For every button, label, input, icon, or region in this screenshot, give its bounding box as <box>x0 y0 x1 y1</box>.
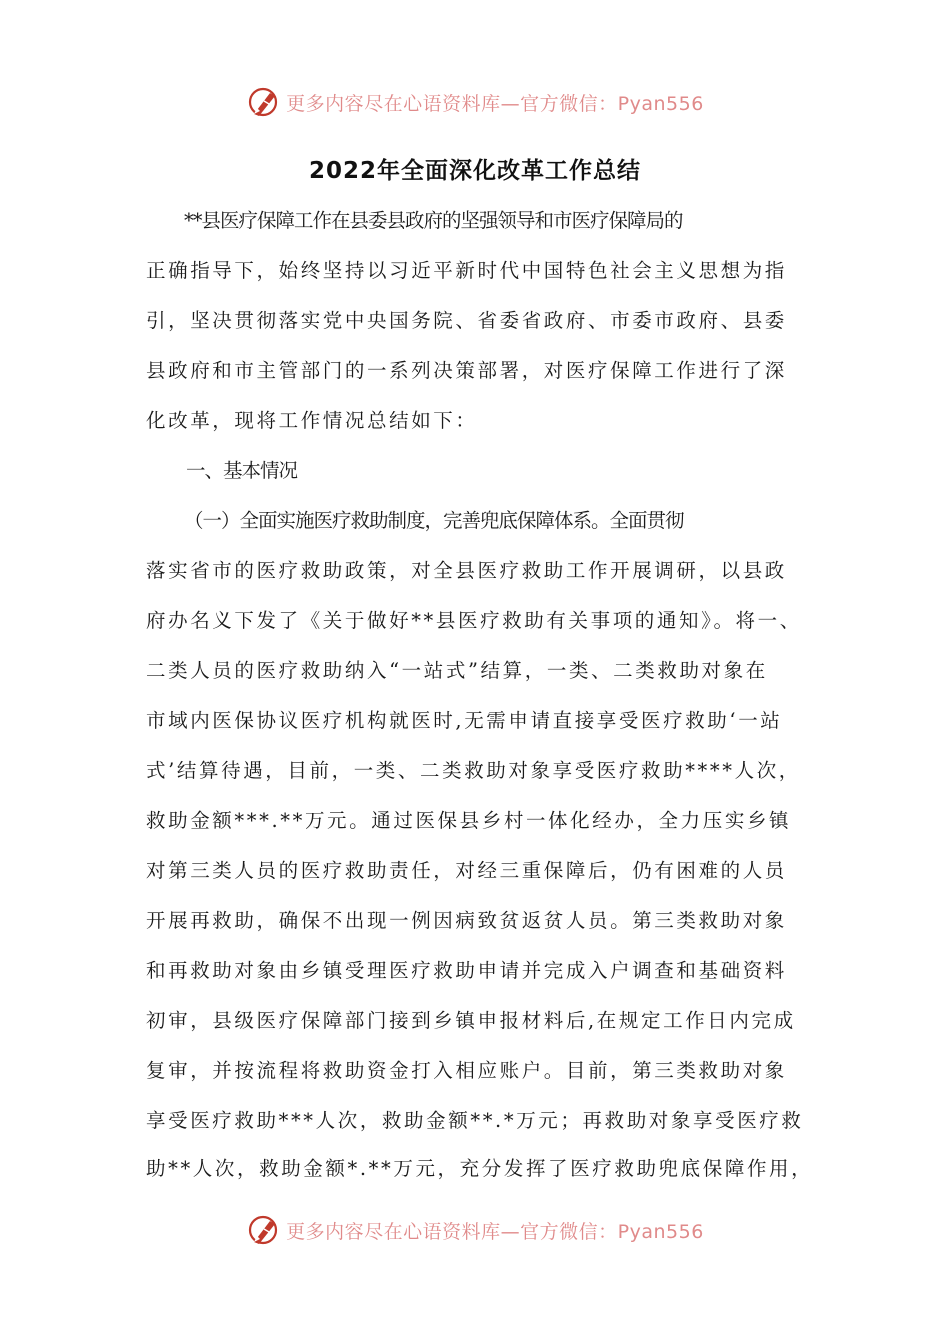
body-line: 二类人员的医疗救助纳入“一站式”结算，一类、二类救助对象在 <box>146 659 768 682</box>
body-line: 府办名义下发了《关于做好**县医疗救助有关事项的通知》。将一、 <box>146 609 802 632</box>
header-banner <box>0 80 950 124</box>
body-line: 开展再救助，确保不出现一例因病致贫返贫人员。第三类救助对象 <box>146 909 787 932</box>
document-title: 2022年全面深化改革工作总结 <box>308 158 641 184</box>
body-line: 落实省市的医疗救助政策，对全县医疗救助工作开展调研，以县政 <box>146 559 787 582</box>
body-line: 复审，并按流程将救助资金打入相应账户。目前，第三类救助对象 <box>146 1059 787 1082</box>
body-line: 初审，县级医疗保障部门接到乡镇申报材料后,在规定工作日内完成 <box>146 1009 796 1032</box>
body-line: 对第三类人员的医疗救助责任，对经三重保障后，仍有困难的人员 <box>146 859 787 882</box>
body-line: **县医疗保障工作在县委县政府的坚强领导和市医疗保障局的 <box>184 209 683 232</box>
body-line: 化改革，现将工作情况总结如下： <box>146 409 478 432</box>
banner-text: 更多内容尽在心语资料库—官方微信：Pyan556 <box>286 1220 704 1243</box>
body-line: 式’结算待遇，目前，一类、二类救助对象享受医疗救助****人次， <box>146 759 801 782</box>
body-line: 享受医疗救助***人次，救助金额**.*万元；再救助对象享受医疗救 <box>146 1109 804 1132</box>
banner-text: 更多内容尽在心语资料库—官方微信：Pyan556 <box>286 92 704 115</box>
body-line: 县政府和市主管部门的一系列决策部署，对医疗保障工作进行了深 <box>146 359 787 382</box>
body-line: 助**人次，救助金额*.**万元，充分发挥了医疗救助兜底保障作用， <box>146 1157 814 1180</box>
body-line: （一）全面实施医疗救助制度，完善兜底保障体系。全面贯彻 <box>184 509 684 532</box>
body-line: 正确指导下，始终坚持以习近平新时代中国特色社会主义思想为指 <box>146 259 787 282</box>
body-line: 市域内医保协议医疗机构就医时,无需申请直接享受医疗救助‘一站 <box>146 709 783 732</box>
body-line: 和再救助对象由乡镇受理医疗救助申请并完成入户调查和基础资料 <box>146 959 787 982</box>
pen-nib-logo-icon <box>246 84 282 120</box>
body-line: 引，坚决贯彻落实党中央国务院、省委省政府、市委市政府、县委 <box>146 309 787 332</box>
pen-nib-logo-icon <box>246 1212 282 1248</box>
footer-banner <box>0 1208 950 1252</box>
section-heading: 一、基本情况 <box>186 459 298 482</box>
body-line: 救助金额***.**万元。通过医保县乡村一体化经办，全力压实乡镇 <box>146 809 792 832</box>
